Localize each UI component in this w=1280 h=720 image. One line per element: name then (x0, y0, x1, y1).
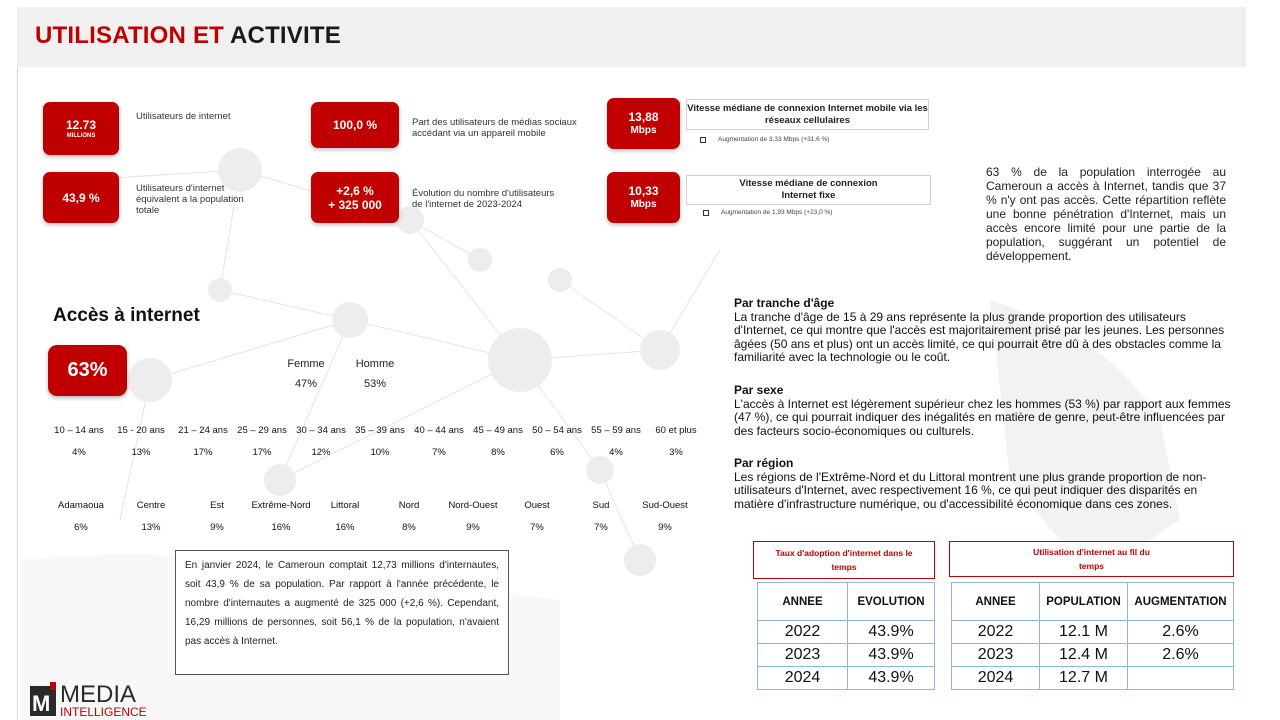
age-group-item (408, 425, 470, 458)
table-cell: 12.1 M (1040, 621, 1128, 644)
table-cell: 2.6% (1128, 644, 1234, 667)
age-group-value: 6% (550, 447, 564, 458)
table-cell: 2022 (758, 621, 848, 644)
age-group-value: 17% (252, 447, 272, 458)
age-group-value: 3% (669, 447, 683, 458)
kpi-growth-box (311, 172, 399, 223)
gender-female (283, 358, 329, 390)
table-cell: 2023 (758, 644, 848, 667)
mobile-speed-note-text: Augmentation de 3,33 Mbps (+31,6 %) (718, 136, 830, 143)
region-item (570, 500, 632, 533)
page-title-dark: ACTIVITE (230, 22, 341, 49)
region-value: 8% (402, 522, 416, 533)
insight-region (734, 457, 1240, 511)
usage-table (951, 582, 1234, 690)
age-group-label: 10 – 14 ans (54, 425, 104, 436)
table-cell: 2024 (952, 667, 1040, 690)
region-item (120, 500, 182, 533)
region-label: Adamaoua (58, 500, 104, 511)
age-group-value: 7% (432, 447, 446, 458)
insight-sex-heading: Par sexe (734, 383, 784, 397)
insight-region-heading: Par région (734, 456, 794, 470)
age-group-label: 50 – 54 ans (532, 425, 582, 436)
region-item (506, 500, 568, 533)
adoption-table (757, 582, 935, 690)
column-header: ANNEE (952, 583, 1040, 621)
column-header: EVOLUTION (848, 583, 935, 621)
svg-text:INTELLIGENCE: INTELLIGENCE (60, 705, 147, 718)
age-group-value: 13% (131, 447, 151, 458)
table-cell: 2.6% (1128, 621, 1234, 644)
kpi-mobile-speed-box (607, 98, 680, 149)
age-group-label: 55 – 59 ans (591, 425, 641, 436)
table-cell (1128, 667, 1234, 690)
age-group-label: 40 – 44 ans (414, 425, 464, 436)
age-breakdown-row (0, 425, 720, 465)
region-item (442, 500, 504, 533)
summary-right-paragraph: 63 % de la population interrogée au Cameroun a accès à Internet, tandis que 37 % n'y ont pas accès. Cette répartition reflète une bonne pénétration d'Internet, mais un accès encore limité pour une partie de la population, suggérant un potentiel de développement. (986, 165, 1226, 263)
gender-male (352, 358, 398, 390)
mobile-speed-note (700, 136, 829, 143)
region-value: 9% (658, 522, 672, 533)
insight-region-text: Les régions de l'Extrême-Nord et du Littoral montrent une plus grande proportion de non-utilisateurs d'Internet, avec respectivement 16 %, ce qui peut indiquer des disparités en matière d'infrastructure numérique, ou d'accessibilité économique dans ces zones. (734, 469, 1207, 511)
age-group-label: 25 – 29 ans (237, 425, 287, 436)
table-row (952, 667, 1234, 690)
media-intelligence-logo (28, 678, 168, 718)
region-label: Nord (398, 500, 420, 511)
table-cell: 12.4 M (1040, 644, 1128, 667)
kpi-social-mobile-box (311, 102, 399, 148)
region-value: 7% (594, 522, 608, 533)
kpi-penetration-value: 43,9 % (62, 190, 100, 205)
insight-age (734, 297, 1240, 365)
age-group-value: 8% (491, 447, 505, 458)
insight-age-heading: Par tranche d'âge (734, 296, 835, 310)
gender-male-label: Homme (355, 358, 395, 370)
table-row (952, 621, 1234, 644)
region-value: 9% (466, 522, 480, 533)
age-group-item (290, 425, 352, 458)
kpi-internet-users-value: 12.73 (65, 117, 97, 132)
fixed-speed-note (703, 209, 832, 216)
age-group-item (349, 425, 411, 458)
age-group-item (172, 425, 234, 458)
region-value: 16% (335, 522, 355, 533)
summary-text-box (175, 550, 509, 675)
table-row (758, 667, 935, 690)
region-label: Nord-Ouest (448, 500, 498, 511)
region-value: 6% (74, 522, 88, 533)
column-header: AUGMENTATION (1128, 583, 1234, 621)
age-group-item (110, 425, 172, 458)
age-group-label: 60 et plus (655, 425, 697, 436)
age-group-value: 4% (609, 447, 623, 458)
column-header: ANNEE (758, 583, 848, 621)
fixed-speed-title: Vitesse médiane de connexion Internet fixe (686, 175, 931, 205)
table-cell: 43.9% (848, 644, 935, 667)
kpi-internet-users-label: Utilisateurs de internet (136, 111, 231, 122)
column-header: POPULATION (1040, 583, 1128, 621)
age-group-label: 45 – 49 ans (473, 425, 523, 436)
gender-male-value: 53% (363, 378, 387, 390)
kpi-fixed-speed-box (607, 172, 680, 223)
mobile-speed-title: Vitesse médiane de connexion Internet mobile via les réseaux cellulaires (686, 99, 929, 130)
region-breakdown-row (0, 500, 720, 540)
logo-mark-icon (28, 678, 168, 718)
table-row (952, 644, 1234, 667)
region-item (314, 500, 376, 533)
age-group-item (48, 425, 110, 458)
table-header-row (758, 583, 935, 621)
region-item (378, 500, 440, 533)
age-group-label: 21 – 24 ans (178, 425, 228, 436)
gender-female-value: 47% (294, 378, 318, 390)
kpi-mobile-speed-unit: Mbps (630, 124, 657, 136)
region-label: Sud-Ouest (642, 500, 688, 511)
fixed-speed-note-text: Augmentation de 1,93 Mbps (+23,0 %) (721, 209, 833, 216)
age-group-item (645, 425, 707, 458)
page-title-red: UTILISATION ET (35, 22, 225, 49)
region-label: Littoral (330, 500, 360, 511)
region-label: Sud (592, 500, 610, 511)
age-group-value: 10% (370, 447, 390, 458)
kpi-fixed-speed-unit: Mbps (630, 198, 657, 210)
table-cell: 2022 (952, 621, 1040, 644)
table-header-row (952, 583, 1234, 621)
svg-text:M: M (32, 691, 51, 716)
age-group-label: 35 – 39 ans (355, 425, 405, 436)
usage-table-caption: Utilisation d'internet au fil du temps (949, 541, 1234, 577)
kpi-growth-label: Évolution du nombre d'utilisateurs de l'internet de 2023-2024 (412, 188, 555, 210)
region-value: 16% (271, 522, 291, 533)
kpi-penetration-label: Utilisateurs d'internet équivalent a la population totale (136, 183, 244, 216)
checkbox-icon (700, 137, 706, 143)
summary-text: En janvier 2024, le Cameroun comptait 12,73 millions d'internautes, soit 43,9 % de sa population. Par rapport à l'année précédente, le nombre d'internautes a augmenté de 325 000 (+2,6 %). Cependant, 16,29 millions de personnes, soit 56,1 % de la population, n'avaient pas accès à Internet. (185, 560, 499, 647)
region-value: 9% (210, 522, 224, 533)
age-group-value: 12% (311, 447, 331, 458)
age-group-item (526, 425, 588, 458)
kpi-growth-count: + 325 000 (328, 197, 382, 212)
region-item (634, 500, 696, 533)
region-item (50, 500, 112, 533)
access-percent-badge: 63% (48, 345, 127, 396)
kpi-penetration-box (43, 172, 119, 223)
region-label: Centre (136, 500, 166, 511)
age-group-value: 4% (72, 447, 86, 458)
region-item (186, 500, 248, 533)
insight-sex-text: L'accès à Internet est légèrement supérieur chez les hommes (53 %) par rapport aux femmes (47 %), ce qui pourrait indiquer des inégalités en matière de genre, peut-être influencées par des facteurs socio-économiques ou culturels. (734, 396, 1231, 438)
age-group-item (467, 425, 529, 458)
insight-age-text: La tranche d'âge de 15 à 29 ans représente la plus grande proportion des utilisateurs d'Internet, ce qui montre que l'accès est majoritairement prisé par les jeunes. Les personnes âgées (50 ans et plus) ont un accès limité, ce qui pourrait être dû à des obstacles comme la familiarité avec la technologie ou le coût. (734, 309, 1225, 364)
kpi-internet-users-unit: MILLIONS (66, 132, 96, 139)
svg-text:MEDIA: MEDIA (60, 681, 137, 708)
insight-sex (734, 384, 1240, 438)
age-group-value: 17% (193, 447, 213, 458)
age-group-label: 15 - 20 ans (117, 425, 165, 436)
region-item (250, 500, 312, 533)
gender-female-label: Femme (287, 358, 325, 370)
region-value: 7% (530, 522, 544, 533)
table-row (758, 644, 935, 667)
header-bar (17, 7, 1246, 67)
kpi-growth-percent: +2,6 % (336, 183, 374, 198)
table-cell: 2023 (952, 644, 1040, 667)
age-group-item (585, 425, 647, 458)
kpi-mobile-speed-value: 13,88 (628, 109, 659, 124)
kpi-social-mobile-label: Part des utilisateurs de médias sociaux accédant via un appareil mobile (412, 117, 577, 139)
table-cell: 43.9% (848, 667, 935, 690)
kpi-internet-users-box (43, 102, 119, 155)
page-title (35, 22, 341, 50)
kpi-social-mobile-value: 100,0 % (332, 118, 378, 132)
checkbox-icon (703, 210, 709, 216)
age-group-item (231, 425, 293, 458)
table-cell: 2024 (758, 667, 848, 690)
table-cell: 43.9% (848, 621, 935, 644)
region-label: Est (210, 500, 224, 511)
region-label: Extrême-Nord (251, 500, 311, 511)
access-section-title: Accès à internet (53, 305, 200, 326)
table-row (758, 621, 935, 644)
kpi-fixed-speed-value: 10,33 (628, 183, 659, 198)
divider (17, 67, 18, 720)
age-group-label: 30 – 34 ans (296, 425, 346, 436)
region-value: 13% (141, 522, 161, 533)
region-label: Ouest (524, 500, 550, 511)
table-cell: 12.7 M (1040, 667, 1128, 690)
adoption-table-caption: Taux d'adoption d'internet dans le temps (753, 541, 935, 579)
